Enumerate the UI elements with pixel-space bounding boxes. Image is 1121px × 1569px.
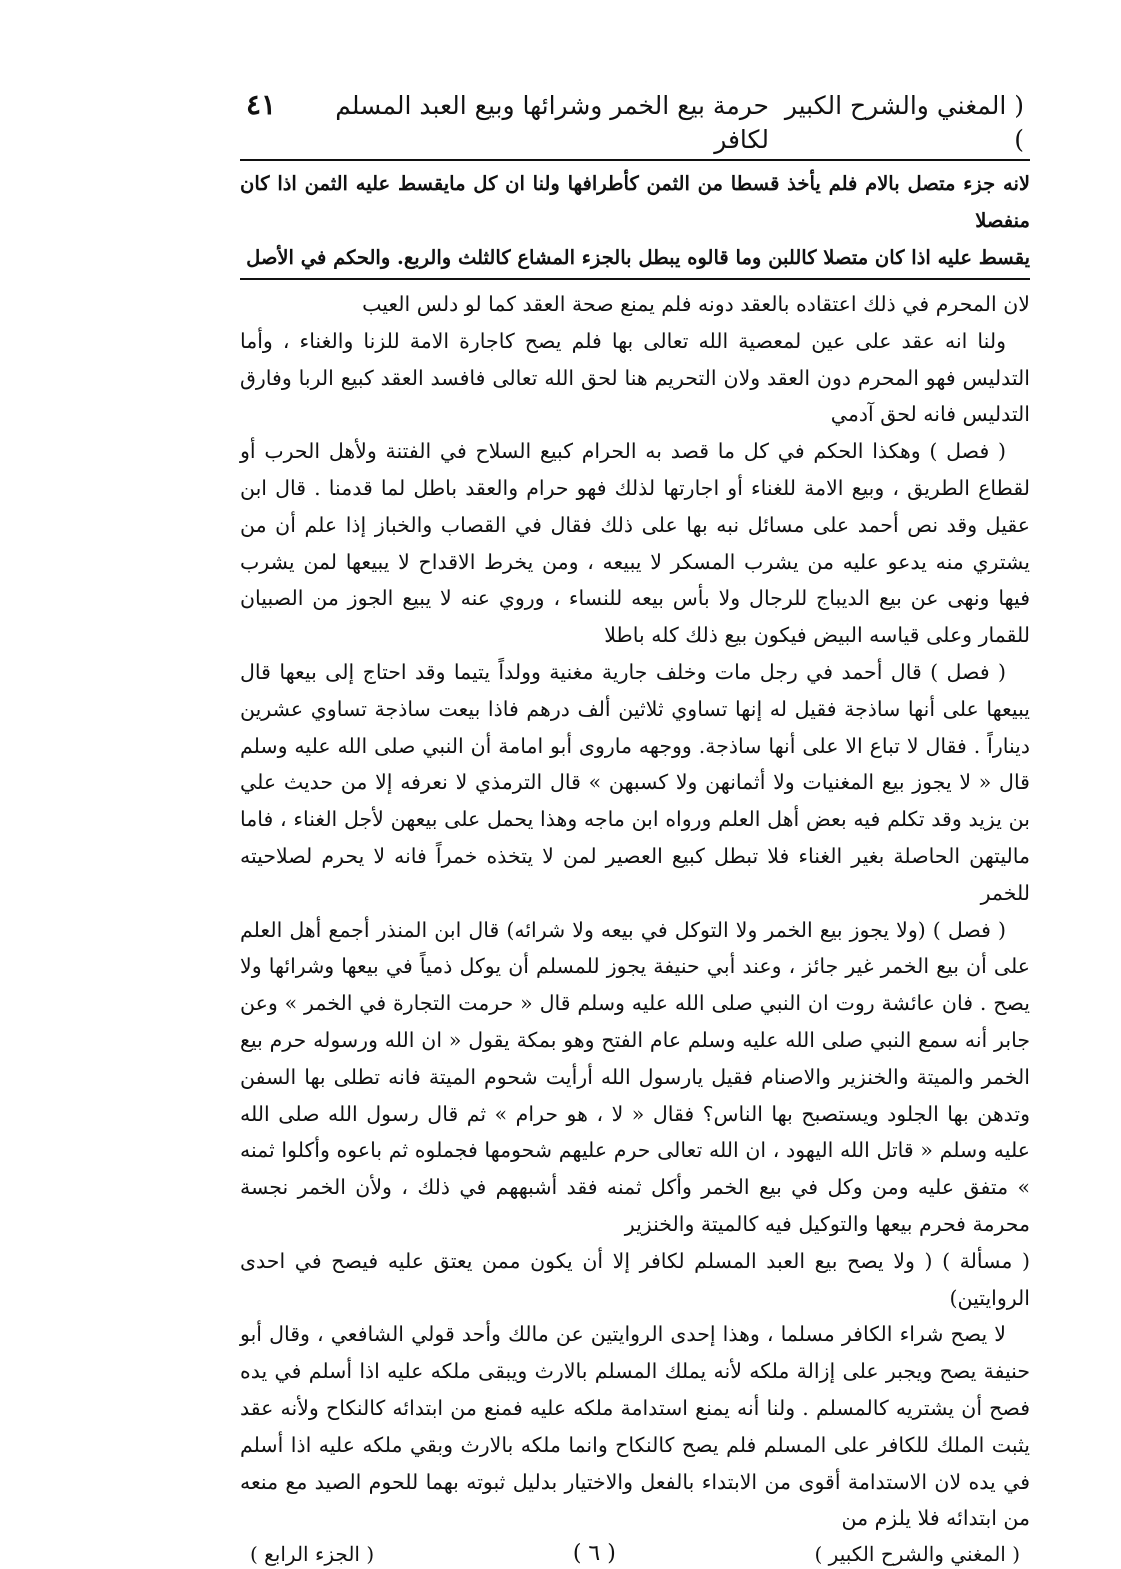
paragraph: ( فصل ) وهكذا الحكم في كل ما قصد به الحرام كبيع السلاح في الفتنة ولأهل الحرب أو لقطاع الطريق ، وبيع الامة للغناء أو اجارتها لذلك فهو حرام والعقد باطل لما قدمنا . قال ابن عقيل وقد نص أحمد على مسائل نبه بها على ذلك فقال في القصاب والخباز إذا علم أن من يشتري منه يدعو عليه من يشرب المسكر لا يبيعه ، ومن يخرط الاقداح لا يبيعها لمن يشرب فيها ونهى عن بيع الديباج للرجال ولا بأس بيعه للنساء ، وروي عنه لا يبيع الجوز من الصبيان للقمار وعلى قياسه البيض فيكون بيع ذلك كله باطلا (240, 439, 1030, 648)
paragraph: لان المحرم في ذلك اعتقاده بالعقد دونه فلم يمنع صحة العقد كما لو دلس العيب (362, 292, 1030, 316)
footnote-line: لانه جزء متصل بالام فلم يأخذ قسطا من الثمن كأطرافها ولنا ان كل مايقسط عليه الثمن اذا كان منفصلا (240, 172, 1030, 232)
header-section-title: حرمة بيع الخمر وشرائها وبيع العبد المسلم لكافر (335, 91, 769, 154)
running-header (240, 88, 1030, 157)
header-book-title: ( المغني والشرح الكبير ) (784, 91, 1024, 154)
footnote-line: يقسط عليه اذا كان متصلا كاللبن وما قالوه يبطل بالجزء المشاع كالثلث والربع. والحكم في الأصل (246, 246, 1030, 269)
page-footer (240, 1539, 1030, 1569)
book-page (240, 88, 1030, 1569)
page-number: ٤١ (246, 88, 277, 121)
footnote-divider (240, 278, 1030, 280)
footer-book-title: ( المغني والشرح الكبير ) (814, 1542, 1020, 1567)
paragraph: ( فصل ) (ولا يجوز بيع الخمر ولا التوكل في بيعه ولا شرائه) قال ابن المنذر أجمع أهل العلم على أن بيع الخمر غير جائز ، وعند أبي حنيفة يجوز للمسلم أن يوكل ذمياً في بيعها وشرائها ولا يصح . فان عائشة روت ان النبي صلى الله عليه وسلم قال « حرمت التجارة في الخمر » وعن جابر أنه سمع النبي صلى الله عليه وسلم عام الفتح وهو بمكة يقول « ان الله ورسوله حرم بيع الخمر والميتة والخنزير والاصنام فقيل يارسول الله أرأيت شحوم الميتة فانه تطلى بها السفن وتدهن بها الجلود ويستصبح بها الناس؟ فقال « لا ، هو حرام » ثم قال رسول الله صلى الله عليه وسلم « قاتل الله اليهود ، ان الله تعالى حرم عليهم شحومها فجملوه ثم باعوه وأكلوا ثمنه » متفق عليه ومن وكل في بيع الخمر وأكل ثمنه فقد أشبههم في ذلك ، ولأن الخمر نجسة محرمة فحرم بيعها والتوكيل فيه كالميتة والخنزير (240, 917, 1030, 1236)
main-text (240, 286, 1030, 1537)
header-divider (240, 159, 1030, 161)
footer-volume: ( الجزء الرابع ) (250, 1542, 375, 1567)
footer-signature-number: ( ٦ ) (572, 1541, 616, 1567)
paragraph: لا يصح شراء الكافر مسلما ، وهذا إحدى الروايتين عن مالك وأحد قولي الشافعي ، وقال أبو حنيفة يصح ويجبر على إزالة ملكه لأنه يملك المسلم بالارث ويبقى ملكه عليه اذا أسلم في يده فصح أن يشتريه كالمسلم . ولنا أنه يمنع استدامة ملكه عليه فمنع من ابتدائه كالنكاح ولأنه عقد يثبت الملك للكافر على المسلم فلم يصح كالنكاح وانما ملكه بالارث وبقي ملكه عليه اذا أسلم في يده لان الاستدامة أقوى من الابتداء بالفعل والاختيار بدليل ثبوته بهما للحوم الصيد مع منعه من ابتدائه فلا يلزم من (240, 1322, 1031, 1531)
upper-footnote-block (240, 165, 1030, 276)
paragraph: ( فصل ) قال أحمد في رجل مات وخلف جارية مغنية وولداً يتيما وقد احتاج إلى بيعها قال يبيعها على أنها ساذجة فقيل له إنها تساوي ثلاثين ألف درهم فاذا بيعت ساذجة تساوي عشرين ديناراً . فقال لا تباع الا على أنها ساذجة. ووجهه ماروى أبو امامة أن النبي صلى الله عليه وسلم قال « لا يجوز بيع المغنيات ولا أثمانهن ولا كسبهن » قال الترمذي لا نعرفه إلا من حديث علي بن يزيد وقد تكلم فيه بعض أهل العلم ورواه ابن ماجه وهذا يحمل على بيعهن لأجل الغناء ، فاما ماليتهن الحاصلة بغير الغناء فلا تبطل كبيع العصير لمن لا يتخذه خمراً فانه لا يحرم لصلاحيته للخمر (240, 659, 1030, 905)
paragraph: ولنا انه عقد على عين لمعصية الله تعالى بها فلم يصح كاجارة الامة للزنا والغناء ، وأما التدليس فهو المحرم دون العقد ولان التحريم هنا لحق الله تعالى فافسد العقد كبيع الربا وفارق التدليس فانه لحق آدمي (240, 328, 1030, 427)
paragraph: ( مسألة ) ( ولا يصح بيع العبد المسلم لكافر إلا أن يكون ممن يعتق عليه فيصح في احدى الروايتين) (240, 1248, 1030, 1310)
